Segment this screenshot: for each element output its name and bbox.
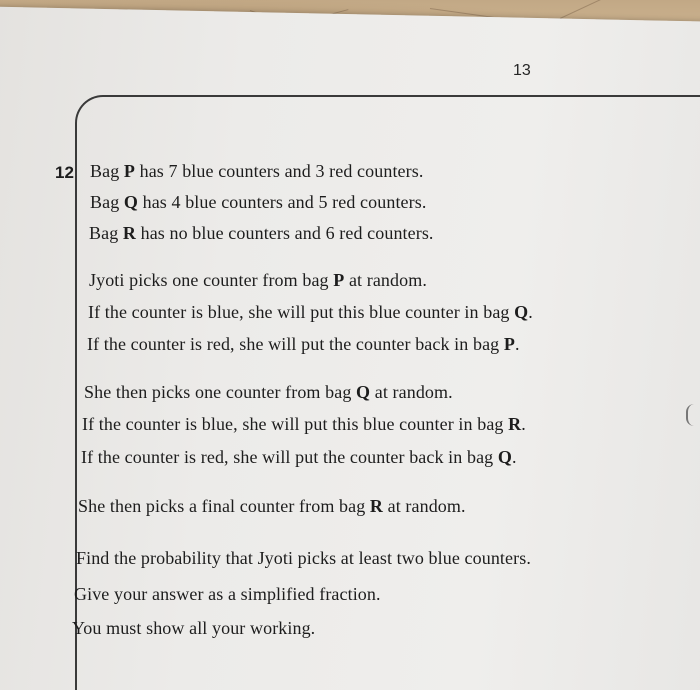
line-text: She then picks a final counter from bag bbox=[78, 496, 370, 516]
page-number: 13 bbox=[513, 62, 531, 79]
bag-label: P bbox=[333, 270, 345, 290]
question-line bbox=[74, 584, 381, 605]
line-text: Bag bbox=[90, 192, 124, 212]
question-line bbox=[84, 382, 453, 403]
line-text: . bbox=[511, 447, 517, 467]
question-line bbox=[72, 618, 315, 639]
line-text: at random. bbox=[344, 270, 427, 290]
line-text: Jyoti picks one counter from bag bbox=[89, 270, 334, 290]
bag-label: P bbox=[123, 161, 136, 181]
line-text: Give your answer as a simplified fraction. bbox=[74, 584, 381, 604]
question-line bbox=[89, 223, 434, 244]
line-text: If the counter is blue, she will put this blue counter in bag bbox=[82, 414, 509, 434]
bag-label: R bbox=[369, 496, 384, 516]
bag-label: P bbox=[503, 334, 515, 354]
line-text: at random. bbox=[370, 382, 453, 402]
question-line bbox=[87, 334, 520, 355]
line-text: Bag bbox=[90, 161, 124, 181]
bag-label: Q bbox=[514, 302, 529, 322]
question-line bbox=[90, 192, 426, 213]
question-line bbox=[78, 496, 466, 517]
line-text: has 7 blue counters and 3 red counters. bbox=[135, 161, 424, 181]
question-line bbox=[90, 161, 423, 182]
line-text: You must show all your working. bbox=[72, 618, 316, 638]
line-text: If the counter is blue, she will put this blue counter in bag bbox=[88, 302, 515, 322]
bag-label: Q bbox=[356, 382, 371, 402]
bag-label: R bbox=[508, 414, 522, 434]
question-line bbox=[81, 447, 517, 468]
line-text: If the counter is red, she will put the counter back in bag bbox=[87, 334, 504, 354]
line-text: Bag bbox=[89, 223, 123, 243]
question-number: 12 bbox=[55, 163, 74, 182]
line-text: If the counter is red, she will put the counter back in bag bbox=[81, 447, 498, 467]
bag-label: Q bbox=[123, 192, 139, 212]
line-text: has no blue counters and 6 red counters. bbox=[136, 223, 434, 243]
line-text: . bbox=[528, 302, 533, 322]
line-text: at random. bbox=[383, 496, 466, 516]
line-text: has 4 blue counters and 5 red counters. bbox=[138, 192, 427, 212]
bag-label: Q bbox=[497, 447, 512, 467]
question-line bbox=[88, 302, 533, 323]
paper-edge-mark bbox=[686, 404, 698, 426]
bag-label: R bbox=[122, 223, 137, 243]
question-line bbox=[82, 414, 526, 435]
question-line bbox=[89, 270, 427, 291]
line-text: She then picks one counter from bag bbox=[84, 382, 357, 402]
line-text: . bbox=[521, 414, 526, 434]
line-text: Find the probability that Jyoti picks at least two blue counters. bbox=[76, 548, 531, 568]
question-line bbox=[76, 548, 531, 569]
line-text: . bbox=[514, 334, 520, 354]
